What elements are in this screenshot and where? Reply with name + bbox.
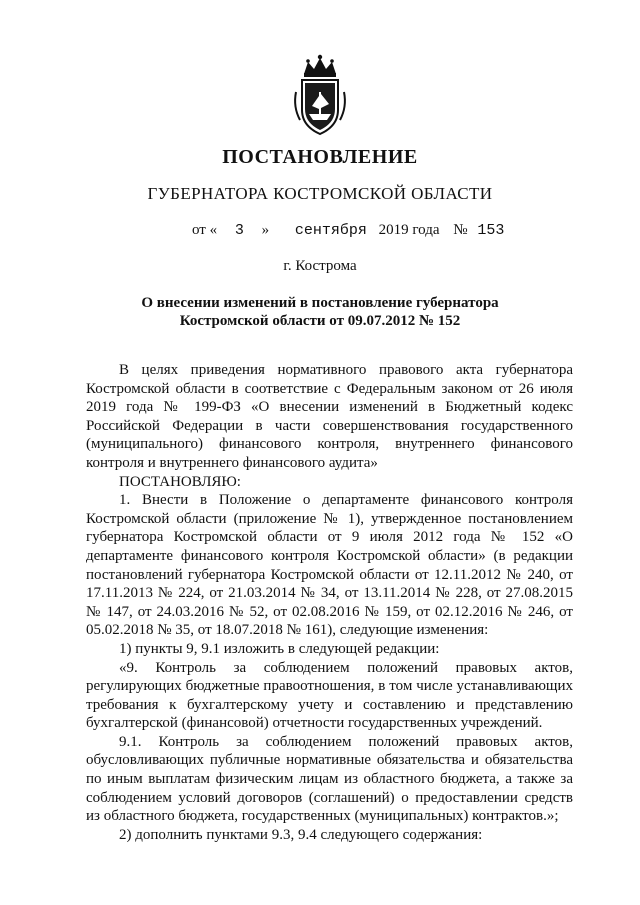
paragraph-resolve: ПОСТАНОВЛЯЮ:	[119, 473, 241, 490]
heading-line-2: Костромской области от 09.07.2012 № 152	[179, 313, 461, 329]
date-day: 3	[234, 222, 244, 239]
paragraph-point-9-1: 9.1. Контроль за соблюдением положений правовых актов, обусловливающих публичные нормативные обязательства и обязательства по иным выплатам физическим лицам из областного бюджета, а также за соблюдением условий договоров (соглашений) о предоставлении средств из областного бюджета, государственных (муниципальных) контрактов.»;	[86, 733, 573, 825]
date-line	[192, 222, 504, 239]
date-month: сентября	[294, 222, 367, 239]
document-heading	[0, 294, 640, 330]
document-title: ПОСТАНОВЛЕНИЕ	[222, 146, 418, 168]
paragraph-subitem-2: 2) дополнить пунктами 9.3, 9.4 следующего содержания:	[119, 826, 483, 843]
paragraph-preamble: В целях приведения нормативного правового акта губернатора Костромской области в соответствие с Федеральным законом от 26 июля 2019 года № 199-ФЗ «О внесении изменений в Бюджетный кодекс Российской Федерации в части совершенствования государственного (муниципального) финансового контроля, внутреннего финансового контроля и внутреннего финансового аудита»	[86, 362, 573, 471]
city: г. Кострома	[283, 258, 357, 274]
coat-of-arms-graphic	[290, 52, 350, 138]
date-prefix: от «	[192, 222, 218, 238]
heading-line-1: О внесении изменений в постановление губернатора	[141, 295, 499, 311]
issuer-title: ГУБЕРНАТОРА КОСТРОМСКОЙ ОБЛАСТИ	[147, 184, 493, 203]
date-year: 2019 года	[378, 222, 440, 238]
paragraph-subitem-1: 1) пункты 9, 9.1 изложить в следующей редакции:	[119, 640, 440, 657]
paragraph-point-9: «9. Контроль за соблюдением положений правовых актов, регулирующих бюджетные правоотношения, в том числе устанавливающих требования к бухгалтерскому учету и составлению и представлению бухгалтерской (финансовой) отчетности государственных учреждений.	[86, 659, 573, 732]
date-close-quote: »	[261, 222, 270, 238]
document-number-label: №	[453, 222, 468, 238]
paragraph-item-1: 1. Внести в Положение о департаменте финансового контроля Костромской области (приложение № 1), утвержденное постановлением губернатора Костромской области от 9 июля 2012 года № 152 «О департаменте финансового контроля Костромской области» (в редакции постановлений губернатора Костромской области от 12.11.2012 № 240, от 17.11.2013 № 224, от 21.03.2014 № 34, от 13.11.2014 № 228, от 27.08.2015 № 147, от 24.03.2016 № 52, от 02.08.2016 № 159, от 02.12.2016 № 246, от 05.02.2018 № 35, от 18.07.2018 № 161), следующие изменения:	[86, 492, 573, 639]
coat-of-arms-icon	[290, 52, 350, 138]
document-body	[86, 361, 573, 844]
document-number: 153	[477, 222, 505, 239]
